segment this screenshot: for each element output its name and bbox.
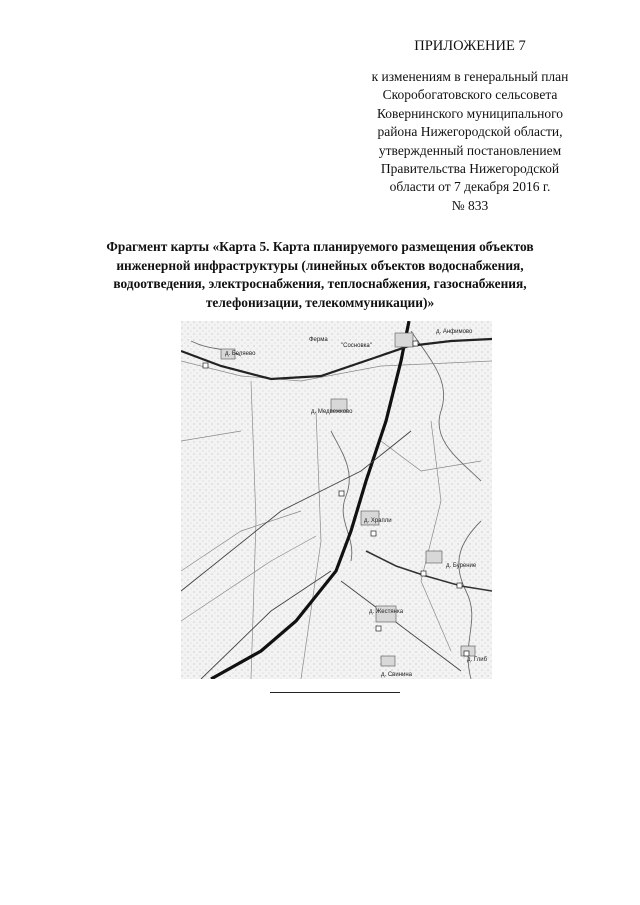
appendix-line: Правительства Нижегородской: [380, 161, 560, 177]
map-label: д. Бурение: [446, 563, 477, 569]
map-background: [181, 321, 492, 679]
map-label: д. Свинина: [381, 672, 413, 678]
appendix-line: области от 7 декабря 2016 г.: [389, 179, 551, 195]
map-label: д. Беляево: [225, 351, 256, 357]
appendix-line: района Нижегородской области,: [377, 124, 563, 140]
heading-line: инженерной инфраструктуры (линейных объектов водоснабжения,: [116, 257, 524, 273]
closing-rule: [270, 692, 400, 693]
map-label: д. Анфимово: [436, 329, 473, 335]
appendix-line: № 833: [451, 197, 489, 213]
map-drawing: [181, 321, 492, 679]
appendix-line: Скоробогатовского сельсовета: [382, 87, 558, 103]
heading-line: Фрагмент карты «Карта 5. Карта планируемого размещения объектов: [106, 239, 534, 254]
map-fragment: [181, 321, 492, 679]
heading-line: водоотведения, электроснабжения, теплоснабжения, газоснабжения,: [113, 276, 527, 292]
map-label: д. Медвежково: [311, 409, 353, 415]
map-label: "Сосновка": [341, 343, 372, 349]
heading-line: телефонизации, телекоммуникации)»: [205, 294, 435, 310]
appendix-subtitle: [345, 68, 595, 215]
map-label: д. Глиб: [467, 657, 488, 663]
map-label: д. Жестянка: [369, 609, 404, 615]
appendix-line: к изменениям в генеральный план: [371, 69, 569, 84]
map-label: Ферма: [309, 337, 328, 343]
appendix-title: ПРИЛОЖЕНИЕ 7: [414, 38, 526, 54]
map-label: д. Храпли: [364, 518, 392, 524]
map-heading: [60, 238, 580, 312]
appendix-line: утвержденный постановлением: [378, 142, 562, 158]
appendix-line: Ковернинского муниципального: [376, 105, 564, 121]
